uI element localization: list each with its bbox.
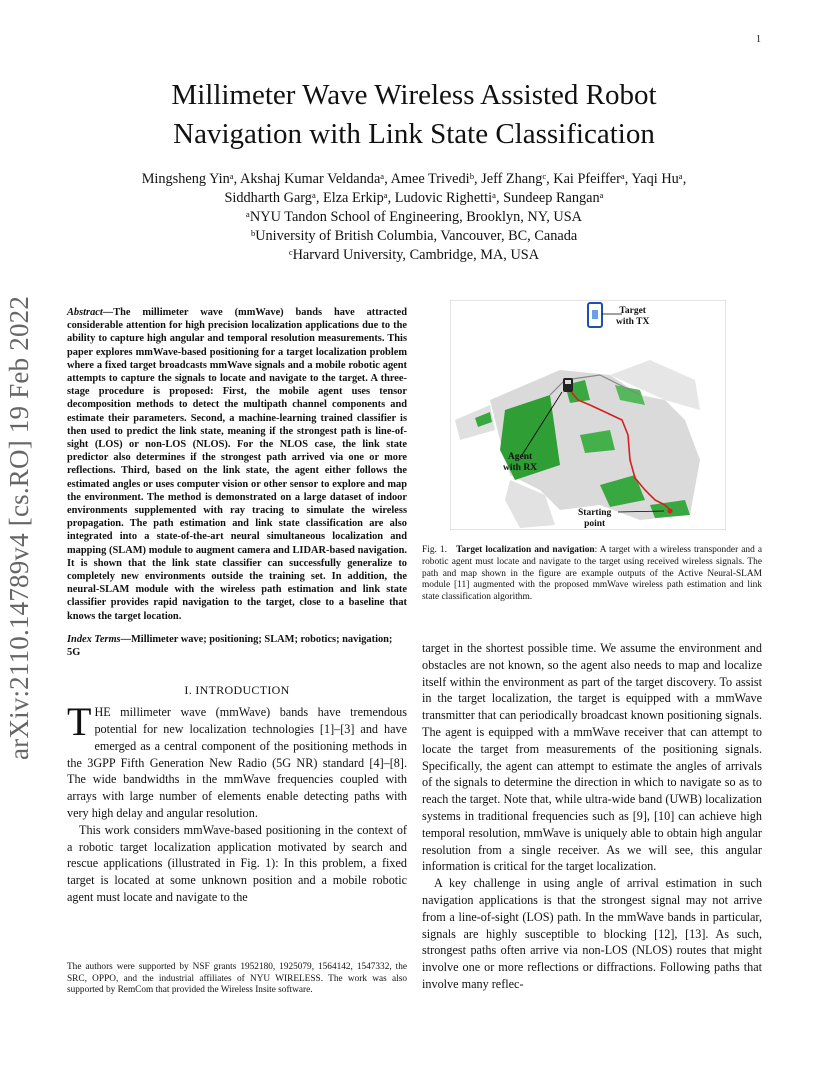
arxiv-identifier: arXiv:2110.14789v4 [cs.RO] 19 Feb 2022 (4, 295, 34, 760)
start-label-line: point (584, 519, 606, 529)
abstract (67, 306, 407, 623)
intro-paragraph-text: HE millimeter wave (mmWave) bands have tremendous potential for new localization technologies [1]–[3] and have emerged as a central component of the positioning methods in the 3GPP Fifth Generation New Radio (5G NR) standard [4]–[8]. The wide bandwidths in the mmWave frequencies coupled with arrays with large number of elements enable detecting paths with very high delay and angular resolution. (67, 705, 407, 821)
intro-paragraph (67, 699, 407, 822)
start-label-line: Starting (578, 508, 612, 518)
start-label (578, 508, 611, 530)
paper-title (0, 76, 828, 154)
intro-paragraph-2: This work considers mmWave-based positioning in the context of a robotic target localization application motivated by search and rescue applications (illustrated in Fig. 1): In this problem, a fixed target is located at some unknown position and a mobile robotic agent must locate and navigate to the (67, 822, 407, 905)
phone-icon (588, 303, 602, 327)
agent-label-line: with RX (503, 463, 538, 473)
author-line: Siddharth Gargᵃ, Elza Erkipᵃ, Ludovic Righettiᵃ, Sundeep Ranganᵃ (224, 190, 604, 206)
right-column (422, 640, 762, 993)
caption-label: Fig. 1. (422, 545, 447, 555)
caption-text: : A target with a wireless transponder and a robotic agent must locate and navigate to the target using received wireless signals. The path and map shown in the figure are example outputs of the Active Neural-SLAM module [11] augmented with the proposed mmWave wireless path estimation and link state classification algorithm. (422, 545, 762, 603)
affiliation-line: ᶜHarvard University, Cambridge, MA, USA (288, 247, 540, 263)
index-terms (67, 633, 407, 659)
figure-caption (422, 545, 762, 604)
agent-label-line: Agent (507, 452, 533, 462)
affiliation-line: ᵇUniversity of British Columbia, Vancouver, BC, Canada (250, 228, 578, 244)
author-line: Mingsheng Yinᵃ, Akshaj Kumar Veldandaᵃ, Amee Trivediᵇ, Jeff Zhangᶜ, Kai Pfeifferᵃ, Yaqi Huᵃ, (141, 171, 687, 187)
start-marker-icon (668, 509, 673, 514)
index-terms-text: —Millimeter wave; positioning; SLAM; robotics; navigation; 5G (67, 633, 393, 659)
abstract-text: —The millimeter wave (mmWave) bands have attracted considerable attention for high precision localization applications due to the ability to capture high angular and temporal resolution measurements. This paper explores mmWave-based positioning for a target localization problem where a fixed target broadcasts mmWave signals and a mobile robotic agent attempts to capture the signals to locate and navigate to the target. A three-stage procedure is proposed: First, the mobile agent uses tensor decomposition methods to detect the multipath channel components and estimate their parameters. Second, a machine-learning trained classifier is then used to predict the link state, meaning if the strongest path is line-of-sight (LOS) or non-LOS (NLOS). For the NLOS case, the link state predictor also determines if the strongest path arrived via one or more reflections. Third, based on the link state, the agent either follows the estimated angles or uses computer vision or other sensor to explore and map the environment. The method is demonstrated on a large dataset of indoor environments supplemented with ray tracing to simulate the wireless propagation. The path estimation and link state classification are also integrated into a state-of-the-art neural simultaneous localization and mapping (SLAM) module to augment camera and LIDAR-based navigation. It is shown that the link state classifier can successfully generalize to completely new environments outside the training set. In addition, the neural-SLAM module with the wireless path estimation and link state classifier provides rapid navigation to the target, close to a baseline that knows the target location. (67, 307, 407, 622)
target-label (616, 306, 649, 328)
target-label-line: with TX (616, 317, 650, 327)
body-paragraph-2: A key challenge in using angle of arrival estimation in such navigation applications is that the strongest signal may not arrive from a line-of-sight (LOS) path. In the mmWave bands in particular, signals are highly susceptible to blocking [12], [13]. As such, strongest paths often arrive via non-LOS (NLOS) routes that might involve one or more reflections or diffractions. Following paths that involve many reflec- (422, 876, 762, 991)
abstract-label: Abstract (67, 307, 103, 318)
robot-icon (563, 378, 573, 392)
title-line: Millimeter Wave Wireless Assisted Robot (171, 79, 657, 111)
index-terms-label: Index Terms (67, 633, 121, 645)
page-number: 1 (756, 34, 761, 45)
title-line: Navigation with Link State Classification (173, 118, 655, 150)
figure-1 (450, 300, 726, 530)
author-block (0, 170, 828, 265)
footnote: The authors were supported by NSF grants 1952180, 1925079, 1564142, 1547332, the SRC, OPPO, and the industrial affiliates of NYU WIRELESS. The work was also supported by RemCom that provided the Wireless Insite software. (67, 962, 407, 996)
section-heading: I. INTRODUCTION (184, 683, 290, 698)
drop-cap: T (67, 699, 92, 745)
agent-label (503, 452, 537, 474)
body-paragraph: target in the shortest possible time. We assume the environment and obstacles are not known, so the agent also needs to map and localize itself within the environment as part of the target discovery. To assist in the target localization, the target is equipped with a mmWave transmitter that can periodically broadcast known positioning signals. The agent is equipped with a mmWave receiver that can attempt to locate the target from measurements of the positioning signals. Specifically, the agent can attempt to estimate the angles of arrivals of the signals to determine the direction in which to navigate so as to reach the target. Note that, while ultra-wide band (UWB) localization systems in traditional frequencies such as [9], [10] can achieve high temporal resolution, mmWave is uniquely able to obtain high angular resolution from a single receiver. As we will see, this angular information is critical for the target localization. (422, 641, 762, 874)
caption-title: Target localization and navigation (456, 545, 595, 555)
floorplan-map (450, 300, 726, 530)
left-column (67, 306, 407, 906)
affiliation-line: ᵃNYU Tandon School of Engineering, Brooklyn, NY, USA (246, 209, 582, 225)
target-label-line: Target (619, 306, 646, 316)
